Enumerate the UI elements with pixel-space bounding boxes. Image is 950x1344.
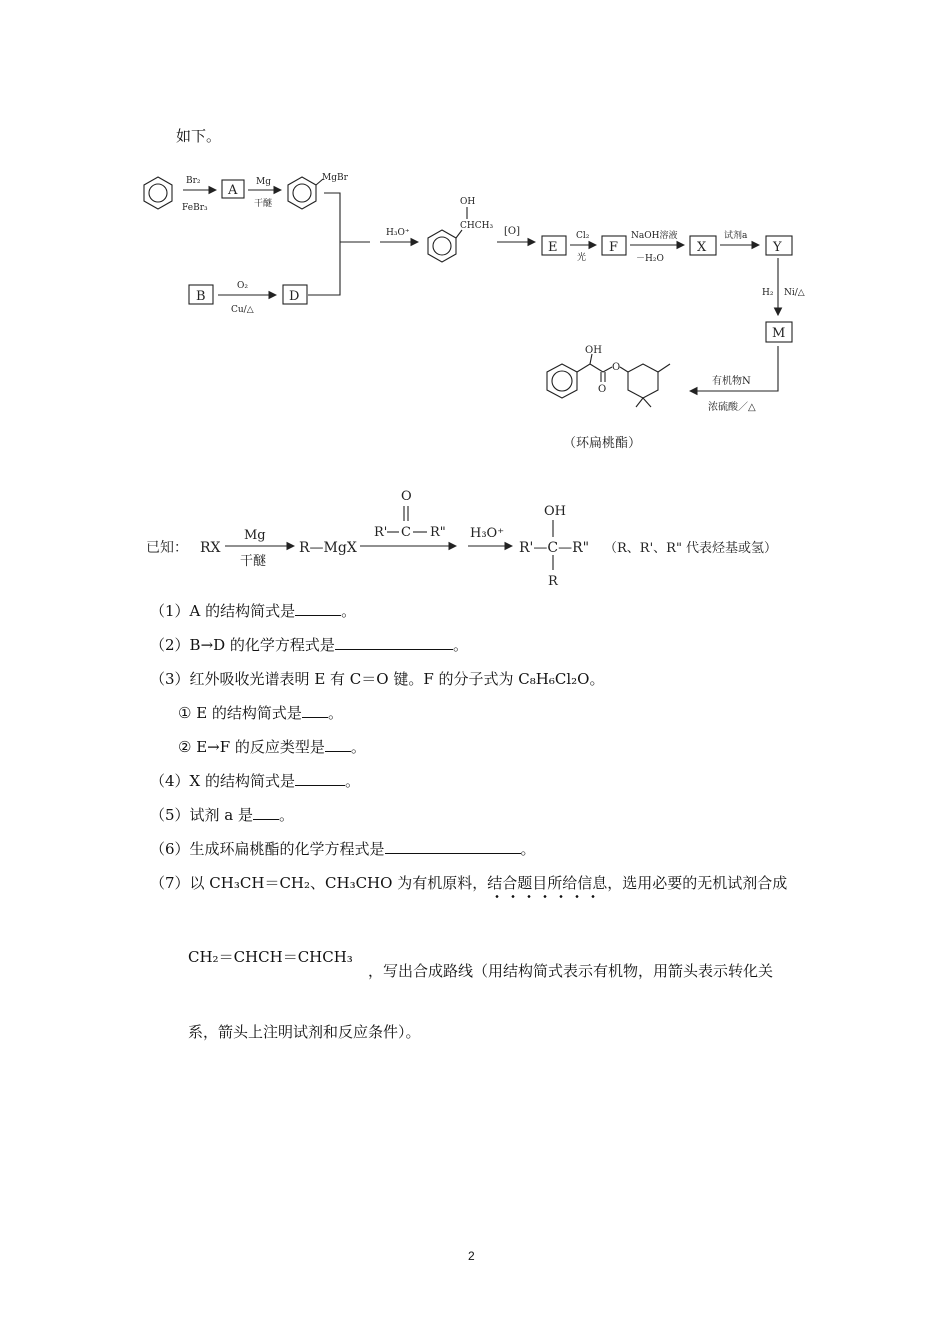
svg-text:X: X: [697, 240, 707, 255]
svg-text:干醚: 干醚: [240, 554, 267, 569]
page-number: 2: [468, 1249, 475, 1263]
question-4: （4）X 的结构简式是 。: [150, 772, 361, 790]
question-7-end: 系，箭头上注明试剂和反应条件）。: [188, 1023, 421, 1041]
svg-text:R—MgX: R—MgX: [299, 540, 357, 556]
known-label: 已知：: [146, 540, 188, 556]
svg-text:Cu/△: Cu/△: [231, 305, 254, 315]
svg-text:浓硫酸／△: 浓硫酸／△: [708, 402, 756, 413]
svg-text:－H₂O: －H₂O: [636, 254, 664, 264]
intro-text: 如下。: [176, 127, 222, 145]
answer-blank[interactable]: [295, 771, 345, 786]
svg-text:E: E: [548, 240, 558, 255]
svg-text:OH: OH: [585, 345, 602, 356]
product-name: （环扁桃酯）: [563, 436, 642, 451]
svg-text:Ni/△: Ni/△: [784, 288, 805, 298]
svg-text:干醚: 干醚: [254, 199, 273, 209]
h3o-reagent: H₃O⁺: [386, 228, 410, 238]
svg-text:O₂: O₂: [237, 281, 248, 291]
question-2: （2）B→D 的化学方程式是 。: [150, 636, 468, 654]
svg-text:O: O: [612, 362, 621, 373]
svg-text:D: D: [289, 289, 300, 304]
svg-text:R": R": [430, 525, 446, 540]
mgbr-label: MgBr: [322, 173, 348, 183]
svg-text:Cl₂: Cl₂: [576, 231, 590, 241]
question-1: （1）A 的结构简式是 。: [150, 602, 357, 620]
target-molecule: CH₂＝CHCH＝CHCH₃: [188, 948, 353, 966]
question-3-1: ① E 的结构简式是 。: [178, 704, 343, 722]
question-7: （7）以 CH₃CH＝CH₂、CH₃CHO 为有机原料，结合题目所给信息，选用必要的无机试剂合成: [150, 874, 788, 892]
question-3-2: ② E→F 的反应类型是 。: [178, 738, 366, 756]
answer-blank[interactable]: [325, 737, 351, 752]
svg-text:Mg: Mg: [256, 177, 271, 187]
question-5: （5）试剂 a 是 。: [150, 806, 295, 824]
svg-text:H₂: H₂: [762, 288, 774, 298]
answer-blank[interactable]: [385, 839, 521, 854]
svg-text:有机物N: 有机物N: [712, 376, 751, 387]
question-7-cont: ，写出合成路线（用结构简式表示有机物，用箭头表示转化关: [368, 962, 774, 980]
svg-text:[O]: [O]: [504, 226, 521, 237]
svg-text:O: O: [598, 384, 607, 395]
svg-text:OH: OH: [460, 197, 476, 207]
benzene-ring-icon: [144, 177, 172, 209]
answer-blank[interactable]: [253, 805, 279, 820]
known-note: （R、R'、R" 代表烃基或氢）: [604, 541, 778, 556]
answer-blank[interactable]: [295, 601, 341, 616]
br2-reagent: Br₂: [186, 176, 201, 186]
svg-text:OH: OH: [544, 504, 566, 519]
svg-text:R: R: [548, 574, 558, 589]
svg-text:O: O: [401, 489, 412, 504]
question-3: （3）红外吸收光谱表明 E 有 C＝O 键。F 的分子式为 C₈H₆Cl₂O。: [150, 670, 605, 688]
svg-text:RX: RX: [200, 540, 221, 556]
svg-text:R'—C—R": R'—C—R": [519, 540, 590, 556]
cyclandelate-structure: [547, 354, 670, 407]
svg-text:Y: Y: [773, 240, 782, 255]
svg-text:B: B: [196, 289, 206, 304]
phenylmagnesium-bromide-icon: [288, 177, 323, 209]
svg-text:光: 光: [577, 253, 587, 263]
febr3-reagent: FeBr₃: [182, 203, 208, 213]
phenylethanol-structure: [428, 207, 467, 262]
emphasis-dots: 结合题目所给信息: [487, 874, 608, 892]
svg-text:NaOH溶液: NaOH溶液: [631, 231, 678, 241]
svg-text:H₃O⁺: H₃O⁺: [470, 526, 505, 541]
svg-text:R': R': [374, 525, 388, 540]
svg-text:Mg: Mg: [244, 528, 266, 543]
svg-text:F: F: [609, 240, 619, 255]
answer-blank[interactable]: [302, 703, 328, 718]
question-6: （6）生成环扁桃酯的化学方程式是 。: [150, 840, 536, 858]
svg-text:A: A: [228, 183, 238, 198]
answer-blank[interactable]: [335, 635, 453, 650]
svg-text:CHCH₃: CHCH₃: [460, 221, 494, 231]
svg-text:试剂a: 试剂a: [724, 231, 748, 241]
svg-text:M: M: [772, 326, 786, 341]
svg-text:C: C: [401, 525, 411, 540]
